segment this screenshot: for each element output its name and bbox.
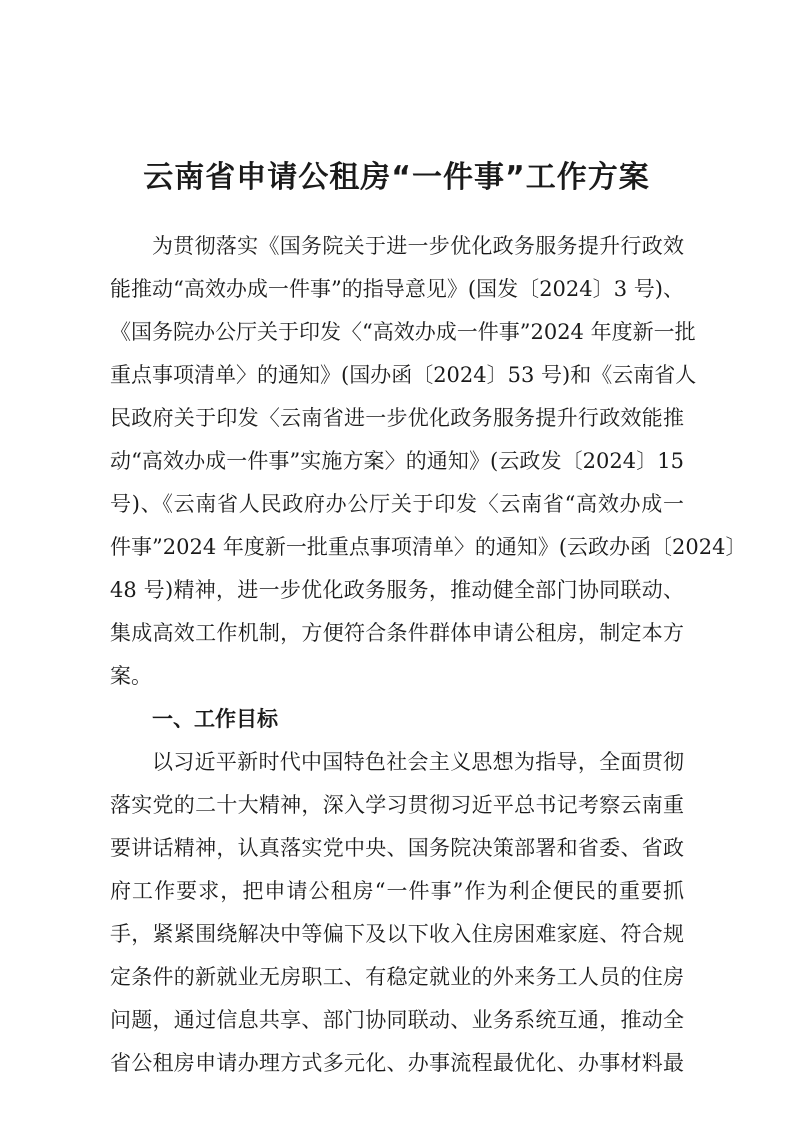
intro-line: 案。 (110, 664, 152, 688)
section-line: 以习近平新时代中国特色社会主义思想为指导，全面贯彻 (152, 750, 684, 774)
intro-line: 集成高效工作机制，方便符合条件群体申请公租房，制定本方 (110, 621, 684, 645)
section-line: 省公租房申请办理方式多元化、办事流程最优化、办事材料最 (110, 1051, 684, 1075)
section-heading: 一、工作目标 (152, 707, 278, 731)
section-line: 手，紧紧围绕解决中等偏下及以下收入住房困难家庭、符合规 (110, 922, 684, 946)
section-line: 定条件的新就业无房职工、有稳定就业的外来务工人员的住房 (110, 965, 684, 989)
intro-line: 48 号)精神，进一步优化政务服务，推动健全部门协同联动、 (110, 578, 684, 602)
intro-line: 重点事项清单〉的通知》(国办函〔2024〕53 号)和《云南省人 (110, 363, 697, 387)
intro-line: 号)、《云南省人民政府办公厅关于印发〈云南省“高效办成一 (110, 492, 684, 516)
intro-line: 《国务院办公厅关于印发〈“高效办成一件事”2024 年度新一批 (110, 320, 696, 344)
intro-line: 民政府关于印发〈云南省进一步优化政务服务提升行政效能推 (110, 406, 684, 430)
section-line: 府工作要求，把申请公租房“一件事”作为利企便民的重要抓 (110, 879, 684, 903)
section-line: 落实党的二十大精神，深入学习贯彻习近平总书记考察云南重 (110, 793, 684, 817)
intro-line: 为贯彻落实《国务院关于进一步优化政务服务提升行政效 (152, 234, 684, 258)
document-title: 云南省申请公租房“一件事”工作方案 (143, 160, 650, 195)
section-line: 要讲话精神，认真落实党中央、国务院决策部署和省委、省政 (110, 836, 684, 860)
section-line: 问题，通过信息共享、部门协同联动、业务系统互通，推动全 (110, 1008, 684, 1032)
intro-line: 件事”2024 年度新一批重点事项清单〉的通知》(云政办函〔2024〕 (110, 535, 747, 559)
intro-line: 动“高效办成一件事”实施方案〉的通知》(云政发〔2024〕15 (110, 449, 684, 473)
intro-line: 能推动“高效办成一件事”的指导意见》(国发〔2024〕3 号)、 (110, 277, 684, 301)
